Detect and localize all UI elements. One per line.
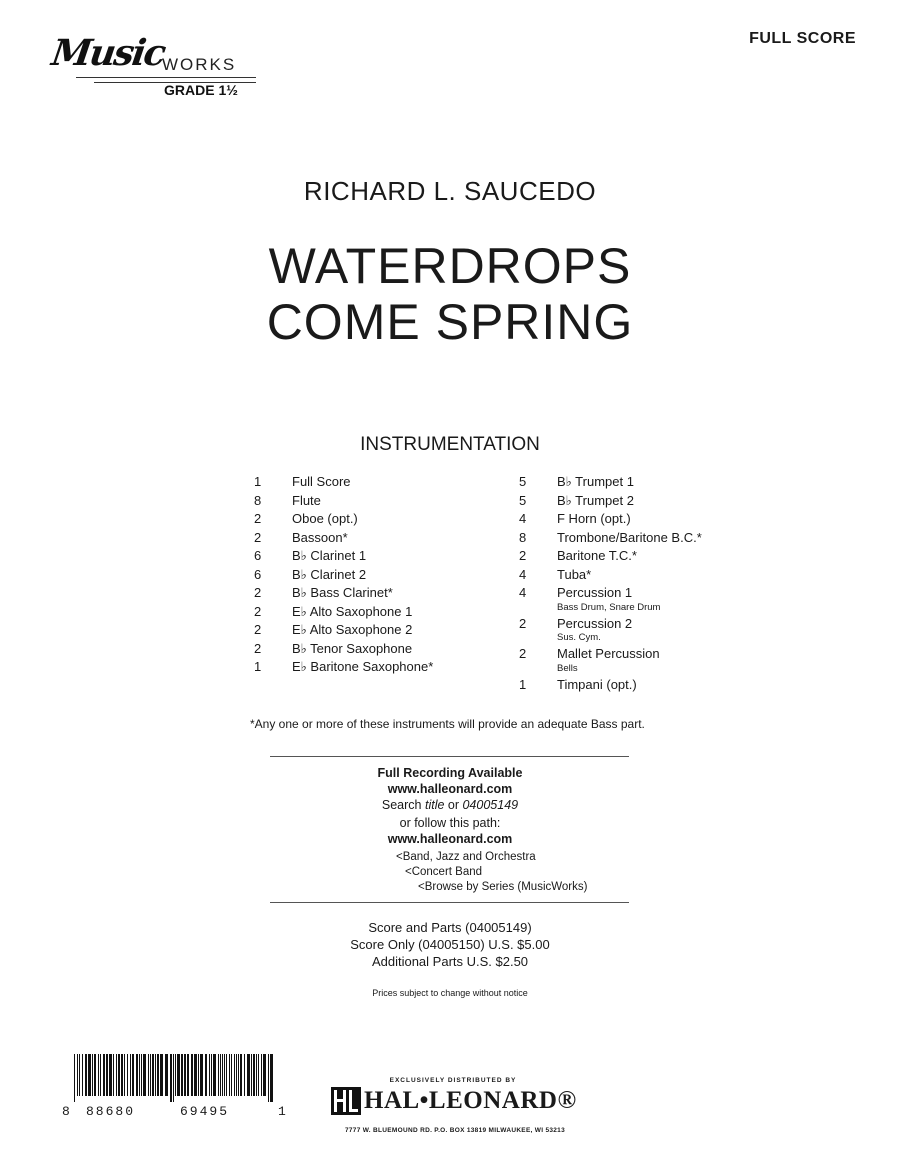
instrument-name: Timpani (opt.) (557, 676, 637, 692)
path-step-1: <Band, Jazz and Orchestra (396, 851, 536, 863)
barcode-bar (98, 1054, 99, 1096)
instrument-name: B♭ Clarinet 2 (292, 566, 367, 582)
barcode-bar (263, 1054, 266, 1096)
barcode-bar (253, 1054, 255, 1096)
instrument-name-cell (557, 645, 769, 676)
barcode-bar (268, 1054, 269, 1102)
barcode-bar (247, 1054, 250, 1096)
instrument-quantity: 8 (254, 492, 262, 508)
barcode-bar (175, 1054, 176, 1096)
barcode-bar (106, 1054, 108, 1096)
instrument-quantity: 1 (254, 659, 262, 674)
instrument-name: Flute (292, 492, 321, 508)
barcode-bar (121, 1054, 123, 1096)
barcode-bar (238, 1054, 239, 1096)
barcode-bar (226, 1054, 227, 1096)
instrument-name: Baritone T.C.* (557, 548, 637, 563)
instrument-name: B♭ Trumpet 2 (557, 492, 634, 508)
barcode-bar (224, 1054, 225, 1096)
barcode-bar (270, 1054, 273, 1102)
instrument-quantity: 2 (519, 548, 527, 563)
full-score-label: FULL SCORE (749, 30, 856, 47)
barcode-bars (72, 1054, 276, 1102)
path-step-3: <Browse by Series (MusicWorks) (418, 881, 588, 893)
search-hint (0, 797, 900, 813)
instrument-quantity: 1 (519, 676, 527, 692)
search-title: title (424, 798, 445, 812)
instrument-row (519, 615, 769, 646)
instrument-list-right (519, 473, 769, 694)
search-prefix: Search (381, 798, 425, 812)
instrument-name-cell (292, 492, 504, 511)
instrument-name-cell (557, 584, 769, 615)
instrument-name: E♭ Baritone Saxophone* (292, 659, 434, 674)
barcode-bar (74, 1054, 75, 1102)
instrument-list-left (254, 473, 504, 677)
halleonard-link[interactable]: www.halleonard.com (387, 782, 513, 796)
barcode-bar (261, 1054, 262, 1096)
barcode-bar (157, 1054, 159, 1096)
barcode-bar (152, 1054, 154, 1096)
hal-leonard-logo (330, 1086, 580, 1126)
instrument-quantity: 2 (254, 511, 262, 526)
instrument-quantity: 2 (254, 529, 262, 545)
instrument-name-cell (292, 640, 504, 659)
instrument-quantity: 2 (254, 622, 262, 637)
instrument-row (254, 510, 504, 529)
instrument-row (519, 566, 769, 585)
instrument-name-cell (292, 510, 504, 529)
instrument-name: Percussion 2 (557, 615, 633, 631)
hal-leonard-mark-icon (330, 1086, 362, 1116)
barcode-bar (173, 1054, 174, 1102)
barcode-bar (88, 1054, 91, 1096)
barcode-bar (160, 1054, 163, 1096)
barcode-bar (118, 1054, 120, 1096)
instrument-quantity: 6 (254, 548, 262, 563)
barcode-bar (187, 1054, 189, 1096)
barcode-bar (113, 1054, 114, 1096)
barcode-bar (251, 1054, 252, 1096)
barcode-bar (234, 1054, 235, 1096)
divider (270, 756, 629, 757)
instrument-quantity: 2 (519, 646, 527, 661)
instrument-quantity: 2 (254, 640, 262, 656)
instrument-quantity: 4 (519, 566, 527, 582)
recording-info (0, 765, 900, 847)
instrument-quantity: 5 (519, 474, 527, 489)
instrument-name-cell (292, 566, 504, 585)
instrument-row (519, 510, 769, 529)
barcode-bar (191, 1054, 193, 1096)
instrument-row (519, 676, 769, 695)
instrument-row (519, 473, 769, 492)
barcode-bar (155, 1054, 156, 1096)
instrument-row (254, 566, 504, 585)
price-line-2: Score Only (04005150) U.S. $5.00 (350, 937, 550, 952)
barcode-bar (240, 1054, 242, 1096)
instrument-name-cell (557, 676, 769, 695)
instrument-name-cell (557, 492, 769, 511)
barcode-bar (132, 1054, 134, 1096)
barcode-bar (211, 1054, 212, 1096)
title-line-2: COME SPRING (266, 294, 634, 350)
musicworks-logo (46, 30, 276, 110)
instrument-name: B♭ Clarinet 1 (292, 548, 367, 563)
instrument-row (254, 621, 504, 640)
recording-heading: Full Recording Available (377, 766, 523, 780)
instrument-row (519, 529, 769, 548)
follow-path-text: or follow this path: (399, 816, 501, 830)
instrument-quantity: 8 (519, 529, 527, 545)
instrument-detail: Bass Drum, Snare Drum (557, 601, 661, 613)
barcode-bar (100, 1054, 101, 1096)
instrument-name: E♭ Alto Saxophone 2 (292, 622, 413, 637)
instrument-name: Mallet Percussion (557, 646, 660, 661)
instrument-name-cell (557, 566, 769, 585)
barcode-bar (209, 1054, 210, 1096)
instrument-name-cell (292, 584, 504, 603)
instrument-quantity: 1 (254, 474, 262, 489)
barcode-bar (220, 1054, 221, 1096)
instrument-row (254, 492, 504, 511)
pricing-info (0, 919, 900, 970)
instrument-name: B♭ Bass Clarinet* (292, 585, 393, 600)
barcode-bar (103, 1054, 105, 1096)
barcode-bar (143, 1054, 146, 1096)
barcode-bar (150, 1054, 151, 1096)
barcode-bar (82, 1054, 83, 1096)
title-line-1: WATERDROPS (268, 238, 632, 294)
barcode-bar (109, 1054, 112, 1096)
composer-name: RICHARD L. SAUCEDO (303, 176, 597, 206)
instrument-row (519, 645, 769, 676)
barcode-bar (194, 1054, 197, 1096)
barcode-bar (127, 1054, 128, 1096)
instrument-quantity: 5 (519, 492, 527, 508)
logo-works-text: WORKS (162, 55, 237, 74)
barcode-bar (170, 1054, 172, 1102)
barcode-bar (116, 1054, 117, 1096)
instrument-name-cell (292, 621, 504, 640)
barcode-bar (130, 1054, 131, 1096)
instrument-quantity: 2 (254, 603, 262, 619)
publisher-name: HAL•LEONARD® (364, 1087, 577, 1114)
instrument-quantity: 4 (519, 585, 527, 600)
barcode-bar (213, 1054, 216, 1096)
instrument-name: Oboe (opt.) (292, 511, 358, 526)
instrument-quantity: 2 (254, 585, 262, 600)
path-step-2: <Concert Band (405, 866, 483, 878)
price-line-1: Score and Parts (04005149) (368, 920, 532, 935)
instrument-quantity: 2 (519, 615, 527, 631)
barcode-bar (256, 1054, 257, 1096)
instrument-name-cell (557, 510, 769, 529)
instrument-name-cell (557, 473, 769, 492)
barcode-bar (136, 1054, 138, 1096)
barcode-group-1: 88680 (86, 1104, 136, 1119)
barcode-bar (77, 1054, 78, 1096)
barcode-bar (198, 1054, 199, 1096)
instrument-name: B♭ Trumpet 1 (557, 474, 634, 489)
barcode-bar (218, 1054, 219, 1096)
instrument-name-cell (557, 615, 769, 646)
instrument-name: Tuba* (557, 566, 592, 582)
barcode-bar (85, 1054, 87, 1096)
barcode-bar (236, 1054, 237, 1096)
instrument-name: Trombone/Baritone B.C.* (557, 529, 702, 545)
instrument-name-cell (557, 547, 769, 566)
search-code: 04005149 (462, 798, 519, 812)
grade-label: GRADE 1½ (164, 82, 238, 98)
instrument-row (519, 584, 769, 615)
barcode-bar (139, 1054, 140, 1096)
barcode-bar (148, 1054, 149, 1096)
search-or: or (444, 798, 463, 812)
instrument-row (519, 492, 769, 511)
instrument-row (254, 658, 504, 677)
instrument-quantity: 4 (519, 511, 527, 526)
barcode-bar (141, 1054, 142, 1096)
barcode-bar (92, 1054, 93, 1096)
barcode-bar (181, 1054, 183, 1096)
instrument-quantity: 6 (254, 566, 262, 582)
instrument-name: Bassoon* (292, 529, 348, 545)
instrument-name-cell (292, 473, 504, 492)
logo-staff-line (76, 77, 256, 78)
instrument-row (519, 547, 769, 566)
barcode-bar (94, 1054, 96, 1096)
barcode-bar (177, 1054, 180, 1096)
distributed-by-label: EXCLUSIVELY DISTRIBUTED BY (389, 1077, 517, 1084)
barcode-bar (165, 1054, 168, 1096)
instrument-row (254, 473, 504, 492)
instrument-name: B♭ Tenor Saxophone (292, 640, 413, 656)
barcode-bar (205, 1054, 207, 1096)
logo-script-text: Music (49, 32, 167, 74)
instrument-row (254, 640, 504, 659)
instrument-name: E♭ Alto Saxophone 1 (292, 603, 413, 619)
barcode-group-2: 69495 (180, 1104, 230, 1119)
instrument-row (254, 529, 504, 548)
instrument-name-cell (557, 529, 769, 548)
barcode-bar (244, 1054, 245, 1096)
barcode-lead-digit: 8 (62, 1104, 72, 1119)
barcode-bar (79, 1054, 80, 1096)
divider (270, 902, 629, 903)
barcode-bar (229, 1054, 230, 1096)
bass-part-footnote: *Any one or more of these instruments will provide an adequate Bass part. (250, 717, 645, 731)
price-line-3: Additional Parts U.S. $2.50 (371, 954, 529, 969)
price-notice: Prices subject to change without notice (372, 988, 528, 998)
barcode-bar (231, 1054, 232, 1096)
halleonard-link-2[interactable]: www.halleonard.com (387, 832, 513, 846)
instrument-name-cell (292, 529, 504, 548)
instrument-name-cell (292, 603, 504, 622)
barcode (62, 1054, 286, 1124)
barcode-bar (258, 1054, 259, 1096)
instrument-row (254, 584, 504, 603)
barcode-bar (124, 1054, 125, 1096)
barcode-bar (222, 1054, 223, 1096)
barcode-check-digit: 1 (278, 1104, 288, 1119)
instrument-name: F Horn (opt.) (557, 511, 631, 526)
publisher-address: 7777 W. BLUEMOUND RD. P.O. BOX 13819 MILWAUKEE, WI 53213 (344, 1127, 566, 1134)
instrument-row (254, 603, 504, 622)
instrument-name: Percussion 1 (557, 585, 633, 600)
instrument-row (254, 547, 504, 566)
barcode-bar (200, 1054, 203, 1096)
instrument-detail: Sus. Cym. (557, 632, 601, 643)
instrumentation-heading: INSTRUMENTATION (360, 434, 540, 455)
instrument-name-cell (292, 658, 504, 677)
barcode-bar (184, 1054, 186, 1096)
instrument-name: Full Score (292, 474, 351, 489)
instrument-name-cell (292, 547, 504, 566)
instrument-detail: Bells (557, 662, 578, 674)
